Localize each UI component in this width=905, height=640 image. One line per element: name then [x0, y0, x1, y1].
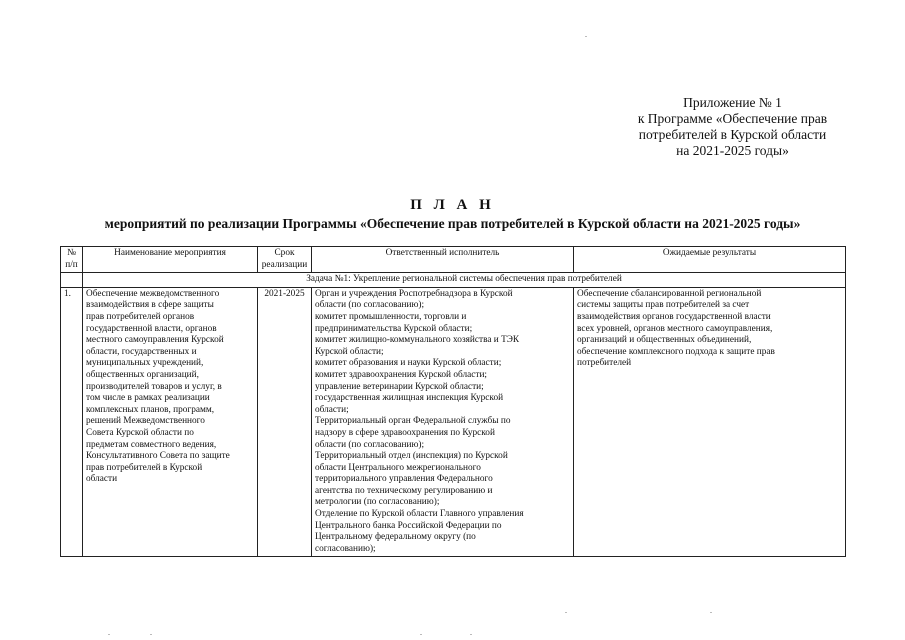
- cell-line: потребителей: [577, 358, 632, 369]
- cell-line: территориального управления Федерального: [315, 474, 493, 485]
- cell-line: взаимодействия в сфере защиты: [86, 300, 214, 311]
- cell-line: Центрального банка Российской Федерации по: [315, 520, 502, 531]
- cell-line: производителей товаров и услуг, в: [86, 381, 222, 392]
- table-header-row: [61, 247, 846, 273]
- cell-line: организаций и общественных объединений,: [577, 335, 752, 346]
- cell-line: прав потребителей в Курской: [86, 462, 203, 473]
- annex-line-4: на 2021-2025 годы»: [676, 143, 789, 158]
- table-row: [61, 287, 846, 557]
- cell-line: муниципальных учреждений,: [86, 358, 204, 369]
- plan-title: П Л А Н: [410, 197, 495, 213]
- row-term: 2021-2025: [258, 287, 312, 557]
- cell-line: Территориальный отдел (инспекция) по Курской: [315, 451, 508, 462]
- cell-line: Обеспечение сбалансированной региональной: [577, 288, 762, 299]
- cell-line: комплексных планов, программ,: [86, 404, 215, 415]
- cell-line: Курской области;: [315, 346, 384, 357]
- cell-line: области (по согласованию);: [315, 439, 425, 450]
- cell-line: государственная жилищная инспекция Курской: [315, 393, 504, 404]
- cell-line: комитет образования и науки Курской области;: [315, 358, 502, 369]
- cell-line: Территориальный орган Федеральной службы по: [315, 416, 511, 427]
- cell-line: прав потребителей органов: [86, 311, 195, 322]
- cell-line: общественных организаций,: [86, 369, 199, 380]
- cell-line: системы защиты прав потребителей за счет: [577, 300, 750, 311]
- annex-header: [600, 95, 865, 159]
- header-term: Срок реализации: [258, 247, 312, 273]
- header-executor: Ответственный исполнитель: [312, 247, 574, 273]
- row-name: [83, 287, 258, 557]
- cell-line: области, государственных и: [86, 346, 197, 357]
- cell-line: всех уровней, органов местного самоуправления,: [577, 323, 773, 334]
- cell-line: предметам совместного ведения,: [86, 439, 217, 450]
- task-row: [61, 273, 846, 288]
- cell-line: Орган и учреждения Роспотребнадзора в Курской: [315, 288, 513, 299]
- header-num: № п/п: [61, 247, 83, 273]
- header-name: Наименование мероприятия: [83, 247, 258, 273]
- cell-line: государственной власти, органов: [86, 323, 217, 334]
- cell-line: метрологии (по согласованию);: [315, 497, 440, 508]
- cell-line: том числе в рамках реализации: [86, 393, 210, 404]
- plan-subtitle: мероприятий по реализации Программы «Обеспечение прав потребителей в Курской области на 2021-2025 годы»: [104, 216, 801, 231]
- cell-line: комитет промышленности, торговли и: [315, 311, 467, 322]
- cell-line: надзору в сфере здравоохранения по Курской: [315, 427, 495, 438]
- cell-line: Обеспечение межведомственного: [86, 288, 220, 299]
- cell-line: местного самоуправления Курской: [86, 335, 224, 346]
- task-label: Задача №1: Укрепление региональной системы обеспечения прав потребителей: [83, 273, 846, 288]
- cell-line: управление ветеринарии Курской области;: [315, 381, 484, 392]
- row-num: 1.: [61, 287, 83, 557]
- cell-line: Центральному федеральному округу (по: [315, 532, 476, 543]
- annex-line-2: к Программе «Обеспечение прав: [637, 111, 828, 126]
- cell-line: Отделение по Курской области Главного управления: [315, 509, 524, 520]
- cell-line: Консультативного Совета по защите: [86, 451, 230, 462]
- cell-line: области (по согласованию);: [315, 300, 425, 311]
- annex-line-3: потребителей в Курской области: [638, 127, 827, 142]
- row-results: [574, 287, 846, 557]
- cell-line: области;: [315, 404, 349, 415]
- cell-line: области Центрального межрегионального: [315, 462, 481, 473]
- cell-line: предпринимательства Курской области;: [315, 323, 473, 334]
- cell-line: области: [86, 474, 118, 485]
- annex-line-1: Приложение № 1: [683, 95, 782, 110]
- cell-line: комитет жилищно-коммунального хозяйства и ТЭК: [315, 335, 520, 346]
- cell-line: взаимодействия органов государственной власти: [577, 311, 771, 322]
- plan-table: [60, 246, 846, 557]
- cell-line: Совета Курской области по: [86, 427, 194, 438]
- cell-line: обеспечение комплексного подхода к защите прав: [577, 346, 775, 357]
- cell-line: агентства по техническому регулированию и: [315, 485, 493, 496]
- cell-line: решений Межведомственного: [86, 416, 205, 427]
- header-results: Ожидаемые результаты: [574, 247, 846, 273]
- cell-line: согласованию);: [315, 543, 376, 554]
- cell-line: комитет здравоохранения Курской области;: [315, 369, 488, 380]
- row-executor: [312, 287, 574, 557]
